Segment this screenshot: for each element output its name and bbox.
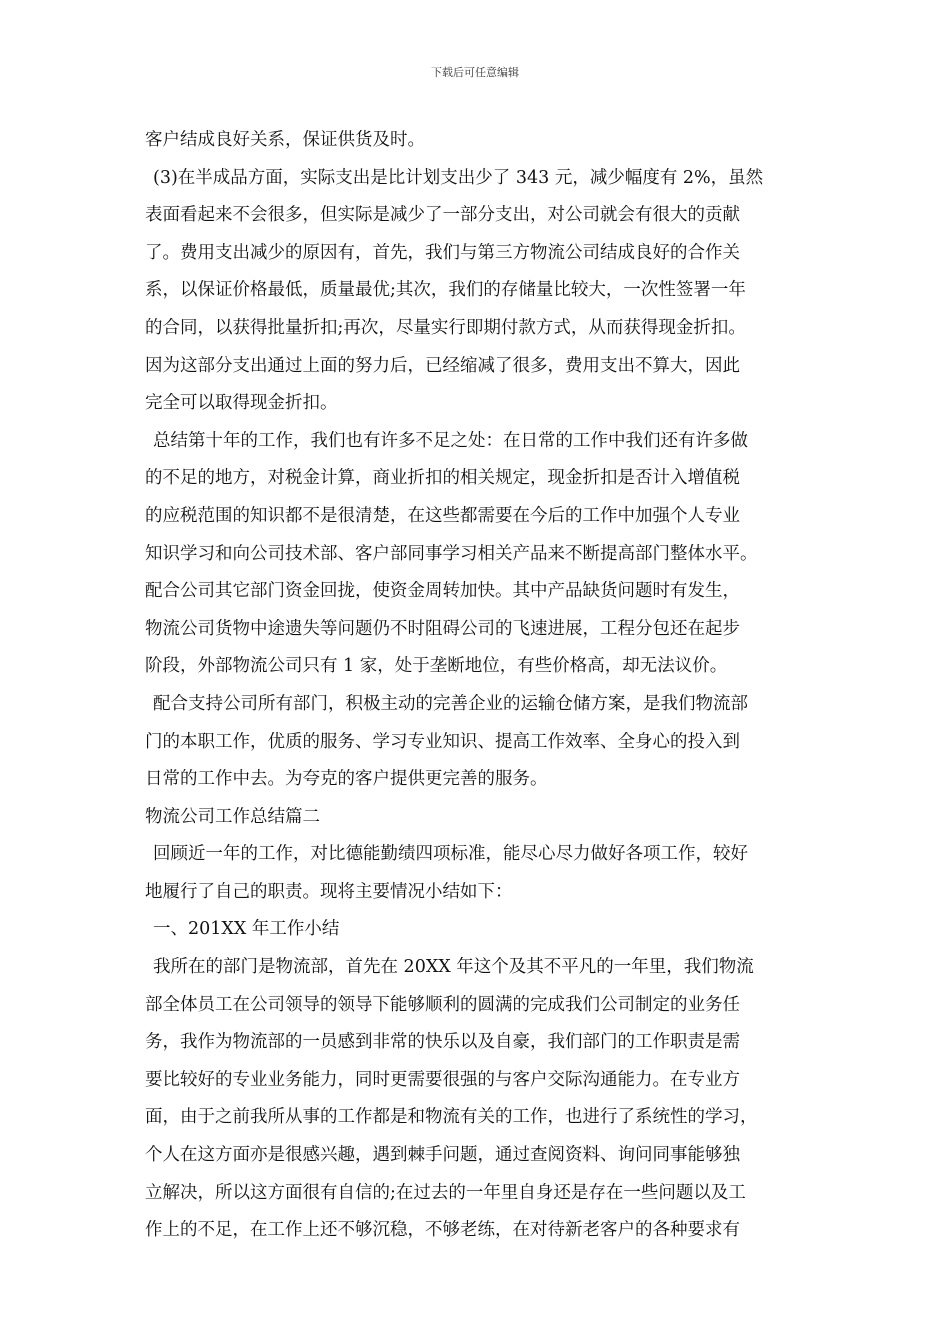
text-line: 配合支持公司所有部门，积极主动的完善企业的运输仓储方案，是我们物流部: [153, 693, 748, 714]
text-line: 立解决，所以这方面很有自信的;在过去的一年里自身还是存在一些问题以及工: [145, 1182, 746, 1203]
text-line: 我所在的部门是物流部，首先在 20XX 年这个及其不平凡的一年里，我们物流: [153, 957, 754, 978]
text-line: 总结第十年的工作，我们也有许多不足之处：在日常的工作中我们还有许多做: [153, 430, 748, 451]
text-line: 阶段，外部物流公司只有 1 家，处于垄断地位，有些价格高，却无法议价。: [145, 656, 728, 677]
text-line: 表面看起来不会很多，但实际是减少了一部分支出，对公司就会有很大的贡献: [145, 205, 740, 226]
text-line: 门的本职工作，优质的服务、学习专业知识、提高工作效率、全身心的投入到: [145, 731, 740, 752]
text-line: 的合同，以获得批量折扣;再次，尽量实行即期付款方式，从而获得现金折扣。: [145, 317, 746, 338]
page-header: 下载后可任意编辑: [431, 66, 519, 79]
text-line: 务，我作为物流部的一员感到非常的快乐以及自豪，我们部门的工作职责是需: [145, 1032, 740, 1053]
text-line: 物流公司货物中途遗失等问题仍不时阻碍公司的飞速进展，工程分包还在起步: [145, 618, 740, 639]
text-line: 配合公司其它部门资金回拢，使资金周转加快。其中产品缺货问题时有发生，: [145, 581, 740, 602]
text-line: 因为这部分支出通过上面的努力后，已经缩减了很多，费用支出不算大，因此: [145, 355, 740, 376]
text-line: 知识学习和向公司技术部、客户部同事学习相关产品来不断提高部门整体水平。: [145, 543, 758, 564]
text-line: 回顾近一年的工作，对比德能勤绩四项标准，能尽心尽力做好各项工作，较好: [153, 844, 748, 865]
text-line: 要比较好的专业业务能力，同时更需要很强的与客户交际沟通能力。在专业方: [145, 1069, 740, 1090]
text-line: 部全体员工在公司领导的领导下能够顺利的圆满的完成我们公司制定的业务任: [145, 994, 740, 1015]
text-line: 个人在这方面亦是很感兴趣，遇到棘手问题，通过查阅资料、询问同事能够独: [145, 1145, 740, 1166]
text-line: (3)在半成品方面，实际支出是比计划支出少了 343 元，减少幅度有 2%，虽然: [153, 167, 764, 188]
text-line: 面，由于之前我所从事的工作都是和物流有关的工作，也进行了系统性的学习，: [145, 1107, 758, 1128]
subsection-heading: 一、201XX 年工作小结: [153, 919, 340, 940]
document-body: [145, 122, 810, 1250]
text-line: 的不足的地方，对税金计算，商业折扣的相关规定，现金折扣是否计入增值税: [145, 468, 740, 489]
text-line: 了。费用支出减少的原因有，首先，我们与第三方物流公司结成良好的合作关: [145, 242, 740, 263]
text-line: 日常的工作中去。为夸克的客户提供更完善的服务。: [145, 769, 548, 790]
text-line: 系，以保证价格最低，质量最优;其次，我们的存储量比较大，一次性签署一年: [145, 280, 746, 301]
text-line: 客户结成良好关系，保证供货及时。: [145, 130, 425, 150]
text-line: 作上的不足，在工作上还不够沉稳，不够老练，在对待新老客户的各种要求有: [145, 1220, 740, 1241]
section-heading: 物流公司工作总结篇二: [145, 806, 320, 827]
text-line: 完全可以取得现金折扣。: [145, 393, 338, 414]
text-line: 地履行了自己的职责。现将主要情况小结如下：: [145, 881, 513, 902]
text-line: 的应税范围的知识都不是很清楚，在这些都需要在今后的工作中加强个人专业: [145, 505, 740, 526]
